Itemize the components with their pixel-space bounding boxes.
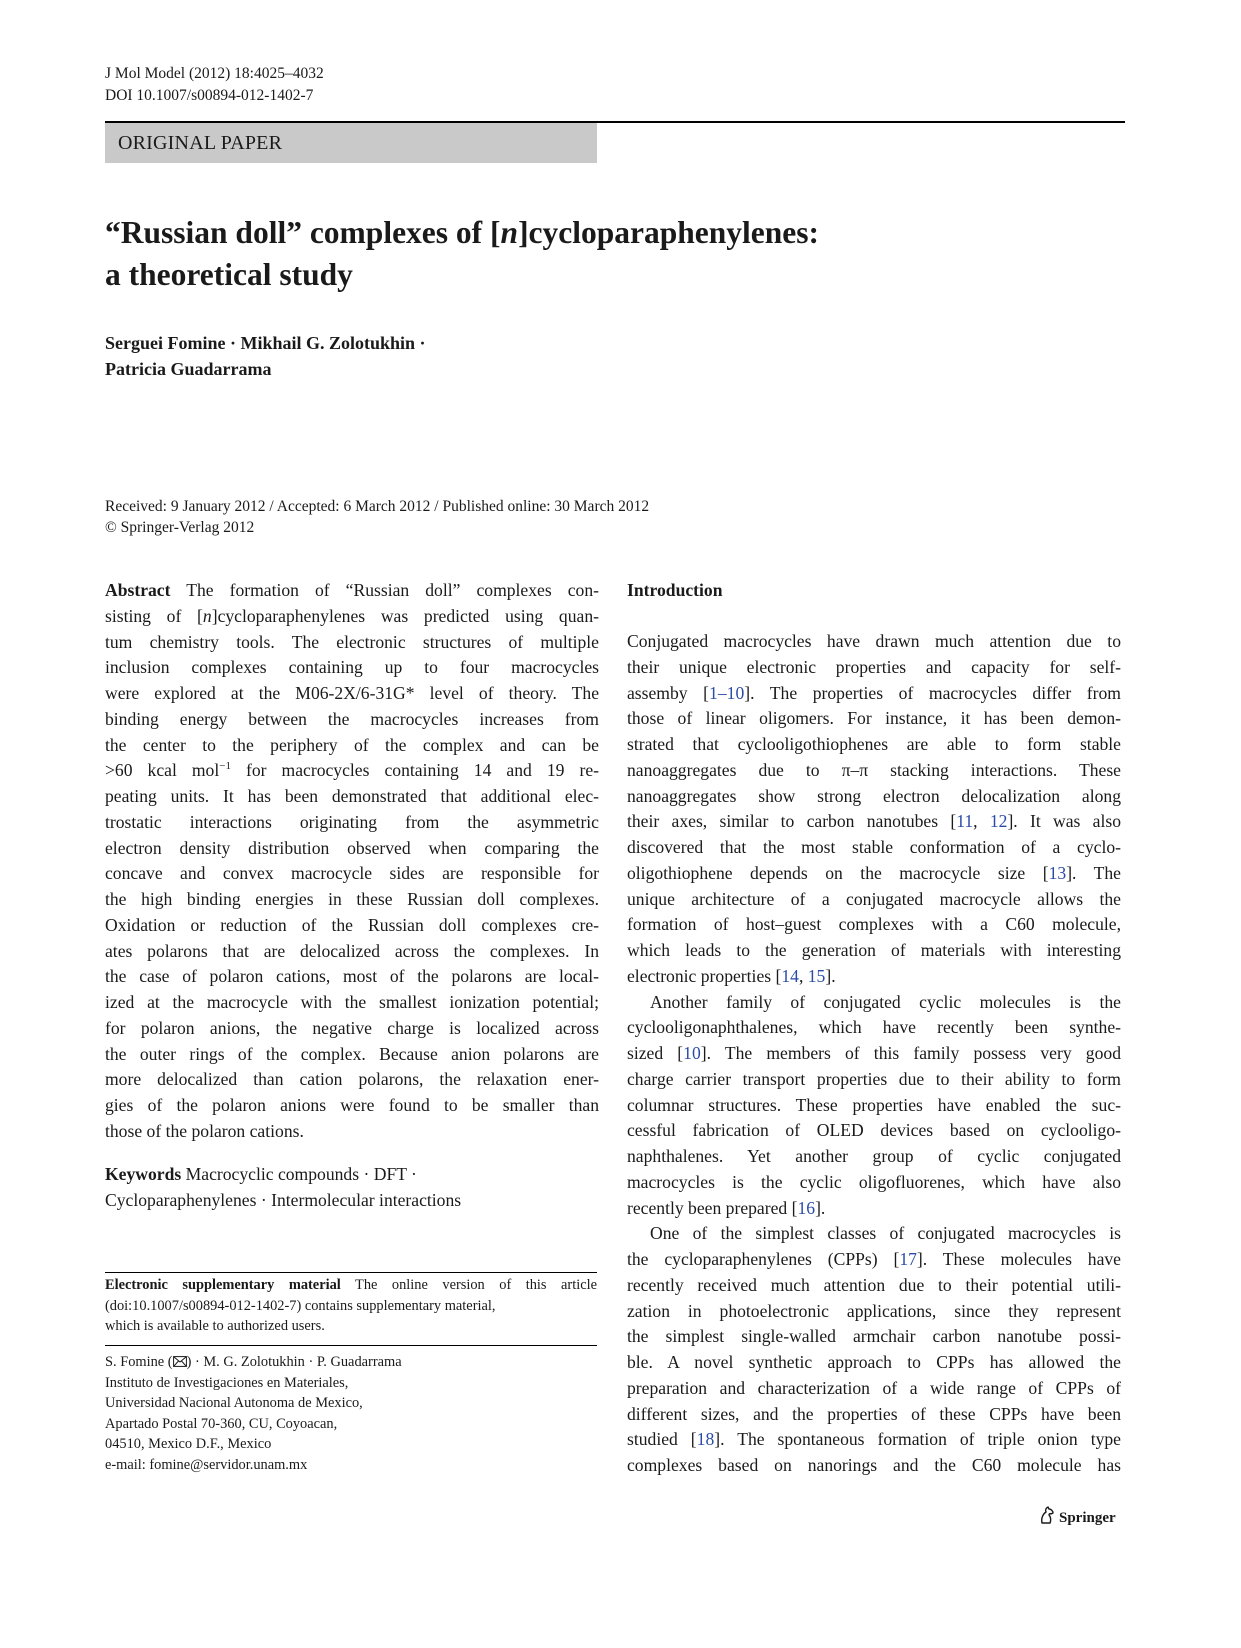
abstract: Abstract The formation of “Russian doll” complexes con- sisting of [n]cycloparaphenylenes was predicted using quan- tum chemistry tools. The electronic structures of multiple inclusion complexes containing up to four macrocycles were explored at the M06-2X/6-31G* level of theory. The binding energy between the macrocycles increases from the center to the periphery of the complex and can be >60 kcal mol$^{-1}$ for macrocycles containing 14 and 19 re- peating units. It has been demonstrated that additional elec- trostatic interactions originating from the asymmetric electron density distribution observed when comparing the concave and convex macrocycle sides are responsible for the high binding energies in these Russian doll complexes. Oxidation or reduction of the Russian doll complexes cre- ates polarons that are delocalized across the complexes. In the case of polaron cations, most of the polarons are local- ized at the macrocycle with the smallest ionization potential; for polaron anions, the negative charge is localized across the outer rings of the complex. Because anion polarons are more delocalized than cation polarons, the relaxation ener- gies of the polaron anions were found to be smaller than those of the polaron cations.	[105, 580, 599, 1141]
envelope-icon	[173, 1356, 187, 1367]
esm-rule	[105, 1272, 597, 1273]
authors-line-2: Patricia Guadarrama	[105, 359, 272, 379]
supplementary-note: Electronic supplementary material The online version of this article (doi:10.1007/s00894-012-1402-7) contains supplementary material, which is available to authorized users.	[105, 1277, 597, 1334]
springer-horse-icon	[1038, 1505, 1056, 1525]
publication-dates: Received: 9 January 2012 / Accepted: 6 March 2012 / Published online: 30 March 2012 © Springer-Verlag 2012	[105, 498, 650, 536]
paper-title: “Russian doll” complexes of [n]cycloparaphenylenes: a theoretical study	[105, 215, 820, 292]
affiliation-rule	[105, 1345, 597, 1346]
authors-line-1: Serguei Fomine · Mikhail G. Zolotukhin ·	[105, 333, 426, 353]
abstract-label: Abstract	[105, 580, 171, 600]
affiliation: S. Fomine ( ) · M. G. Zolotukhin · P. Guadarrama Instituto de Investigaciones en Materiales, Universidad Nacional Autonoma de Mexico, Apartado Postal 70-360, CU, Coyoacan, 04510, Mexico D.F., Mexico e-mail: fomine@servidor.unam.mx	[105, 1352, 402, 1475]
keywords-label: Keywords	[105, 1164, 182, 1184]
keywords: Keywords Macrocyclic compounds · DFT · Cycloparaphenylenes · Intermolecular interactions	[105, 1164, 462, 1210]
introduction-heading: Introduction	[627, 580, 723, 600]
author-list	[105, 330, 426, 382]
contact-email: e-mail: fomine@servidor.unam.mx	[105, 1456, 308, 1473]
journal-citation: J Mol Model (2012) 18:4025–4032	[105, 65, 324, 82]
doi: DOI 10.1007/s00894-012-1402-7	[105, 87, 314, 104]
introduction-body: Conjugated macrocycles have drawn much attention due to their unique electronic properties and capacity for self- assemby [1–10]. The properties of macrocycles differ from those of linear oligomers. For instance, it has been demon- strated that cyclooligothiophenes are able to form stable nanoaggregates due to π–π stacking interactions. These nanoaggregates show strong electron delocalization along their axes, similar to carbon nanotubes [11, 12]. It was also discovered that the most stable conformation of a cyclo- oligothiophene depends on the macrocycle size [13]. The unique architecture of a conjugated macrocycle allows the formation of host–guest complexes with a C60 molecule, which leads to the generation of materials with interesting electronic properties [14, 15]. Another family of conjugated cyclic molecules is the cyclooligonaphthalenes, which have recently been synthe- sized [10]. The members of this family possess very good charge carrier transport properties due to their ability to form columnar structures. These properties have enabled the suc- cessful fabrication of OLED devices based on cyclooligo- naphthalenes. Yet another group of cyclic conjugated macrocycles is the cyclic oligofluorenes, which have also recently been prepared [16]. One of the simplest classes of conjugated macrocycles is the cycloparaphenylenes (CPPs) [17]. These molecules have recently received much attention due to their potential utili- zation in photoelectronic applications, since they represent the simplest single-walled armchair carbon nanotube possi- ble. A novel synthetic approach to CPPs has allowed the preparation and characterization of a wide range of CPPs of different sizes, and the properties of these CPPs have been studied [18]. The spontaneous formation of triple onion type complexes based on nanorings and the C60 molecule has	[627, 631, 1122, 1475]
springer-logo: Springer	[1038, 1505, 1116, 1527]
article-type-badge: ORIGINAL PAPER	[105, 123, 597, 163]
